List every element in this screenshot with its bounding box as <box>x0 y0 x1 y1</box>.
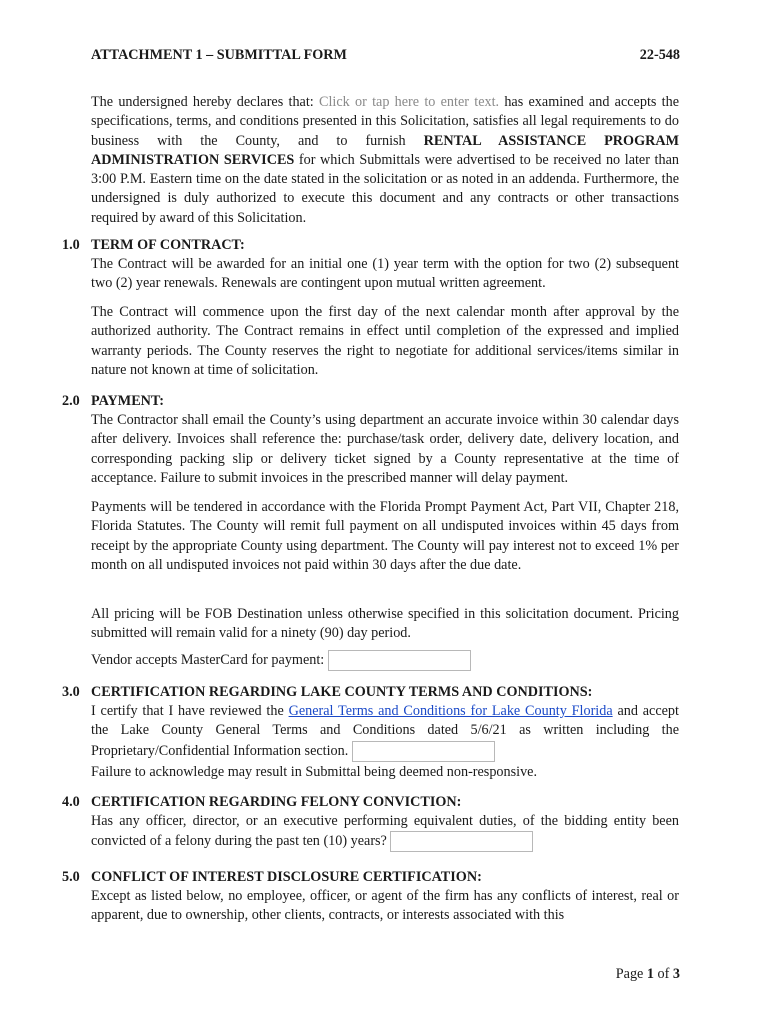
section-3-number: 3.0 <box>62 684 80 700</box>
terms-conditions-link[interactable]: General Terms and Conditions for Lake County Florida <box>288 703 613 719</box>
section-3-title: CERTIFICATION REGARDING LAKE COUNTY TERMS AND CONDITIONS: <box>91 684 593 700</box>
section-5-number: 5.0 <box>62 869 80 885</box>
page-header <box>91 47 680 67</box>
page-number <box>616 966 680 983</box>
section-5-title: CONFLICT OF INTEREST DISCLOSURE CERTIFICATION: <box>91 869 482 885</box>
section-5-paragraph: Except as listed below, no employee, officer, or agent of the firm has any conflicts of interest, real or apparent, due to ownership, other clients, contracts, or interests associated with this <box>91 888 679 924</box>
service-name: RENTAL ASSISTANCE PROGRAM ADMINISTRATION SERVICES <box>91 132 680 168</box>
section-2-title: PAYMENT: <box>91 393 165 409</box>
current-page: 1 <box>646 966 654 982</box>
section-1-number: 1.0 <box>62 237 80 253</box>
section-2-paragraph-2: Payments will be tendered in accordance with the Florida Prompt Payment Act, Part VII, Chapter 218, Florida Statutes. The County will remit full payment on all undisputed invoices within 45 days from receipt by the appropriate County using department. The County will pay interest not to exceed 1% per month on all undisputed invoices not paid within 30 days after the due date. <box>91 499 679 573</box>
mastercard-input[interactable] <box>328 650 471 671</box>
intro-text-2: for which Submittals were advertised to be received no later than 3:00 P.M. Eastern time on the date stated in the solicitation or as noted in an addenda. Furthermore, the undersigned is duly authorized to execute this document and any contracts or other transactions required by award of this Solicitation. <box>91 151 679 226</box>
section-4-paragraph <box>91 812 679 852</box>
total-pages: 3 <box>672 966 680 982</box>
section-4-title: CERTIFICATION REGARDING FELONY CONVICTION: <box>91 794 462 810</box>
section-3-text-pre: I certify that I have reviewed the <box>91 703 289 719</box>
company-name-field[interactable]: Click or tap here to enter text. <box>319 94 500 110</box>
intro-paragraph <box>91 93 679 228</box>
page-of: of <box>657 966 670 982</box>
felony-conviction-input[interactable] <box>390 831 533 852</box>
solicitation-number: 22-548 <box>639 47 680 63</box>
mastercard-label: Vendor accepts MasterCard for payment: <box>91 651 325 668</box>
section-3-paragraph <box>91 702 679 762</box>
intro-text-1: has examined and accepts the specifications, terms, and conditions presented in this Solicitation, satisfies all legal requirements to do business with the County, and to furnish <box>91 94 680 149</box>
section-3-note: Failure to acknowledge may result in Submittal being deemed non-responsive. <box>91 764 538 780</box>
section-2-paragraph-3: All pricing will be FOB Destination unless otherwise specified in this solicitation document. Pricing submitted will remain valid for a ninety (90) day period. <box>91 606 679 642</box>
section-1-paragraph-2: The Contract will commence upon the first day of the next calendar month after approval by the authorized authority. The Contract remains in effect until completion of the expressed and implied warranty periods. The County reserves the right to negotiate for additional services/items similar in nature not known at time of solicitation. <box>91 304 679 378</box>
section-2-number: 2.0 <box>62 393 80 409</box>
section-4-text: Has any officer, director, or an executive performing equivalent duties, of the bidding entity been convicted of a felony during the past ten (10) years? <box>91 813 679 850</box>
form-title: ATTACHMENT 1 – SUBMITTAL FORM <box>91 47 347 63</box>
mastercard-row <box>91 650 679 671</box>
intro-lead: The undersigned hereby declares that: <box>91 94 314 110</box>
section-2-paragraph-1: The Contractor shall email the County’s using department an accurate invoice within 30 calendar days after delivery. Invoices shall reference the: purchase/task order, delivery date, delivery location, and corresponding packing slip or delivery ticket signed by a County representative at the time of acceptance. Failure to submit invoices in the prescribed manner will delay payment. <box>91 412 679 486</box>
section-4-number: 4.0 <box>62 794 80 810</box>
section-3-text-post: and accept the Lake County General Terms and Conditions dated 5/6/21 as written including the Proprietary/Confidential Information section. <box>91 703 679 759</box>
section-1-title: TERM OF CONTRACT: <box>91 237 245 253</box>
terms-acknowledge-input[interactable] <box>352 741 495 762</box>
page-label: Page <box>615 966 644 982</box>
section-1-paragraph-1: The Contract will be awarded for an initial one (1) year term with the option for two (2) subsequent two (2) year renewals. Renewals are contingent upon mutual written agreement. <box>91 256 679 292</box>
